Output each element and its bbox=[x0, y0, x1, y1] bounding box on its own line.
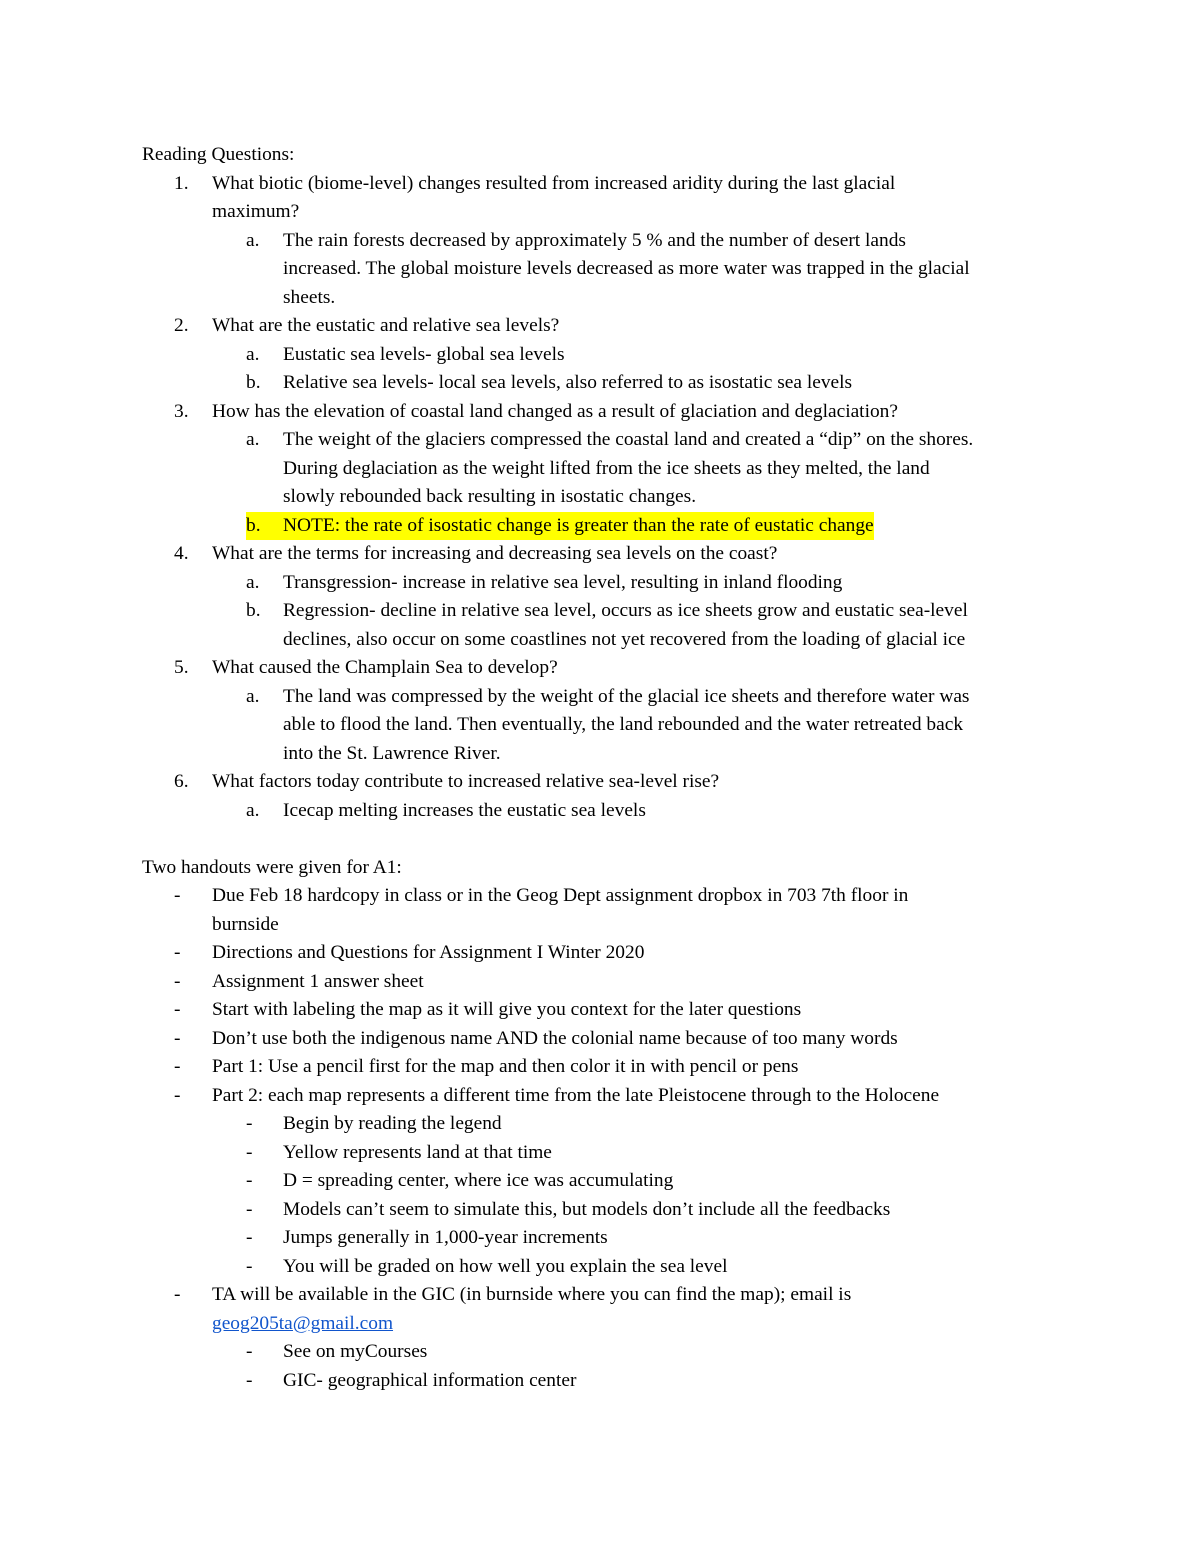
question-text: What are the eustatic and relative sea levels? bbox=[212, 315, 560, 336]
bullet-dash: - bbox=[174, 885, 181, 906]
answer-marker: a. bbox=[246, 429, 260, 450]
sub-bullet-item: GIC- geographical information center bbox=[283, 1369, 577, 1391]
answer-text: Relative sea levels- local sea levels, also referred to as isostatic sea levels bbox=[283, 372, 853, 393]
answer-marker: a. bbox=[246, 229, 260, 251]
answer-text: slowly rebounded back resulting in isostatic changes. bbox=[283, 486, 697, 507]
bullet-item: Start with labeling the map as it will give you context for the later questions bbox=[212, 999, 802, 1020]
bullet-item: Don’t use both the indigenous name AND the colonial name because of too many words bbox=[212, 1027, 898, 1049]
bullet-item: Directions and Questions for Assignment I Winter 2020 bbox=[212, 942, 645, 963]
answer-text: Regression- decline in relative sea level, occurs as ice sheets grow and eustatic sea-level bbox=[283, 600, 968, 621]
answer-text: The rain forests decreased by approximately 5 % and the number of desert lands bbox=[283, 229, 906, 251]
answer-marker: a. bbox=[246, 685, 260, 707]
bullet-dash: - bbox=[246, 1170, 253, 1191]
bullet-dash: - bbox=[174, 1027, 181, 1049]
answer-marker: a. bbox=[246, 799, 260, 821]
sub-bullet-item: You will be graded on how well you explain the sea level bbox=[283, 1255, 728, 1277]
bullet-item: Part 2: each map represents a different time from the late Pleistocene through to the Holocene bbox=[212, 1084, 940, 1106]
answer-text: into the St. Lawrence River. bbox=[283, 742, 501, 764]
bullet-item: TA will be available in the GIC (in burnside where you can find the map); email is bbox=[212, 1284, 852, 1305]
bullet-dash: - bbox=[246, 1341, 253, 1362]
bullet-dash: - bbox=[174, 999, 181, 1020]
question-number: 2. bbox=[174, 315, 189, 336]
answer-text: Transgression- increase in relative sea level, resulting in inland flooding bbox=[283, 571, 843, 593]
sub-bullet-item: Models can’t seem to simulate this, but models don’t include all the feedbacks bbox=[283, 1198, 891, 1220]
sub-bullet-item: Yellow represents land at that time bbox=[283, 1141, 552, 1163]
answer-text: increased. The global moisture levels decreased as more water was trapped in the glacial bbox=[283, 258, 970, 279]
question-number: 5. bbox=[174, 657, 189, 678]
question-number: 3. bbox=[174, 400, 189, 422]
answer-text: able to flood the land. Then eventually, the land rebounded and the water retreated back bbox=[283, 714, 964, 735]
question-number: 1. bbox=[174, 172, 189, 194]
highlighted-note: NOTE: the rate of isostatic change is greater than the rate of eustatic change bbox=[283, 512, 874, 540]
bullet-dash: - bbox=[246, 1113, 253, 1134]
sub-bullet-item: D = spreading center, where ice was accumulating bbox=[283, 1170, 674, 1191]
sub-bullet-item: Begin by reading the legend bbox=[283, 1113, 502, 1134]
answer-text: sheets. bbox=[283, 286, 336, 308]
answer-text: During deglaciation as the weight lifted from the ice sheets as they melted, the land bbox=[283, 457, 930, 479]
bullet-item: Assignment 1 answer sheet bbox=[212, 970, 424, 992]
bullet-dash: - bbox=[246, 1141, 253, 1163]
question-number: 6. bbox=[174, 771, 189, 792]
reading-questions-heading: Reading Questions: bbox=[142, 144, 295, 165]
bullet-dash: - bbox=[246, 1227, 253, 1248]
bullet-dash: - bbox=[246, 1198, 253, 1220]
handouts-heading: Two handouts were given for A1: bbox=[142, 856, 402, 878]
question-text: What caused the Champlain Sea to develop? bbox=[212, 657, 558, 678]
bullet-dash: - bbox=[174, 1056, 181, 1077]
question-text: What biotic (biome-level) changes resulted from increased aridity during the last glacial bbox=[212, 172, 896, 194]
bullet-item: Due Feb 18 hardcopy in class or in the Geog Dept assignment dropbox in 703 7th floor in bbox=[212, 885, 909, 906]
answer-text: The land was compressed by the weight of the glacial ice sheets and therefore water was bbox=[283, 685, 970, 707]
bullet-item: burnside bbox=[212, 913, 279, 935]
answer-marker: a. bbox=[246, 343, 260, 365]
bullet-dash: - bbox=[174, 1284, 181, 1305]
bullet-dash: - bbox=[246, 1255, 253, 1277]
answer-text: Eustatic sea levels- global sea levels bbox=[283, 343, 565, 365]
question-text: What are the terms for increasing and decreasing sea levels on the coast? bbox=[212, 543, 778, 564]
question-text: maximum? bbox=[212, 201, 300, 222]
bullet-dash: - bbox=[174, 942, 181, 963]
bullet-dash: - bbox=[174, 1084, 181, 1106]
question-text: How has the elevation of coastal land changed as a result of glaciation and deglaciation? bbox=[212, 400, 898, 422]
bullet-item: Part 1: Use a pencil first for the map and then color it in with pencil or pens bbox=[212, 1056, 799, 1077]
answer-text: declines, also occur on some coastlines not yet recovered from the loading of glacial ice bbox=[283, 628, 966, 650]
question-text: What factors today contribute to increased relative sea-level rise? bbox=[212, 771, 720, 792]
email-link[interactable]: geog205ta@gmail.com bbox=[212, 1312, 394, 1334]
answer-text: Icecap melting increases the eustatic sea levels bbox=[283, 799, 646, 821]
answer-marker: b. bbox=[246, 600, 261, 621]
answer-text: The weight of the glaciers compressed the coastal land and created a “dip” on the shores. bbox=[283, 429, 974, 450]
bullet-dash: - bbox=[246, 1369, 253, 1391]
answer-marker: a. bbox=[246, 571, 260, 593]
sub-bullet-item: See on myCourses bbox=[283, 1341, 428, 1362]
question-number: 4. bbox=[174, 543, 189, 564]
sub-bullet-item: Jumps generally in 1,000-year increments bbox=[283, 1227, 608, 1248]
answer-marker: b. bbox=[246, 372, 261, 393]
answer-marker: b. bbox=[246, 512, 285, 540]
bullet-dash: - bbox=[174, 970, 181, 992]
